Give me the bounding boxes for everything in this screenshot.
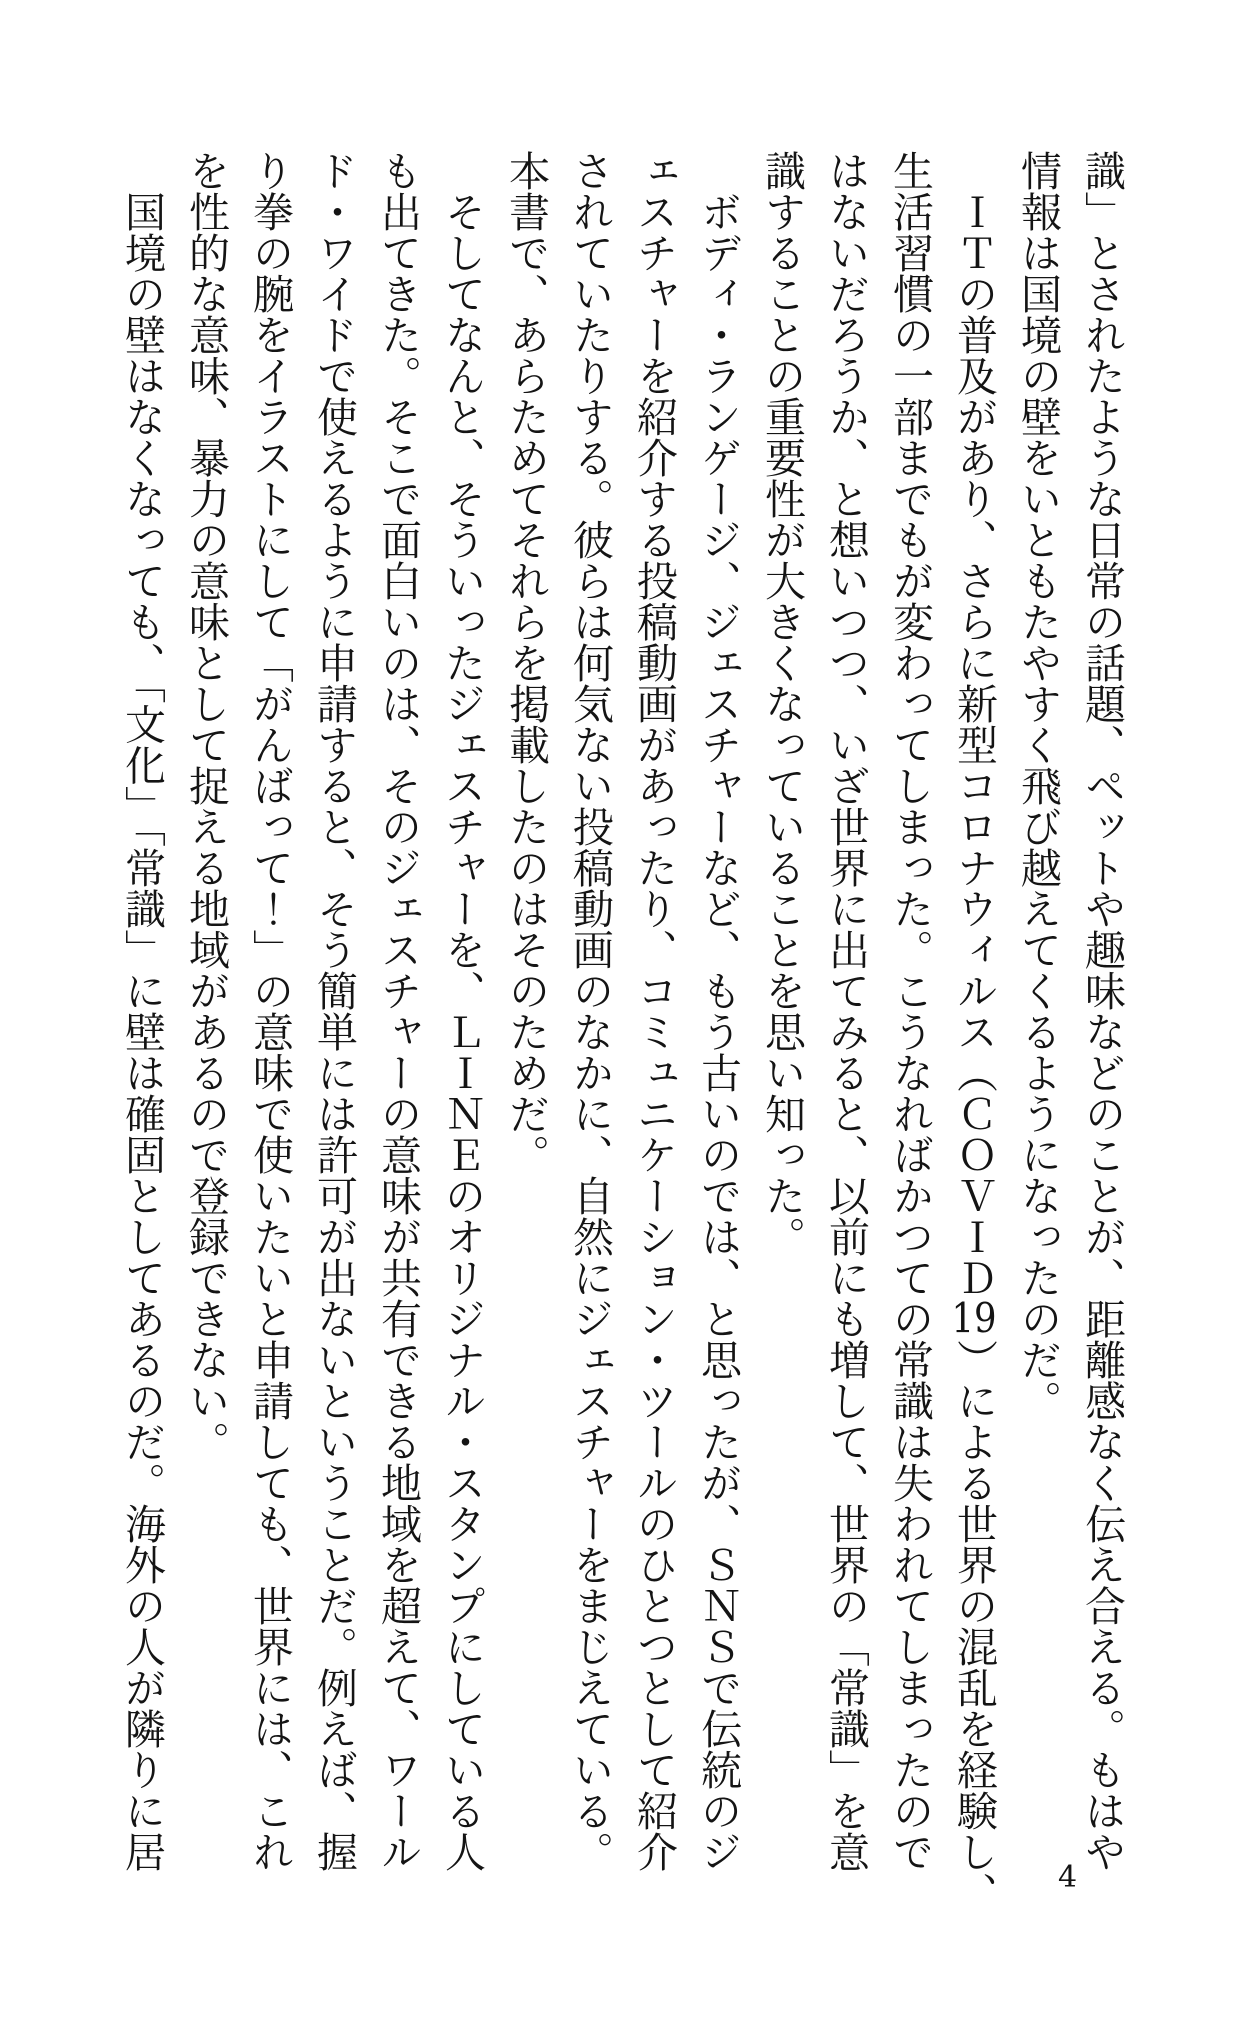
text-column-1: 識」とされたような日常の話題、ペットや趣味などのことが、距離感なく伝え合える。もはや: [1078, 150, 1126, 1872]
text-column-10: 本書で、あらためてそれらを掲載したのはそのためだ。: [502, 150, 550, 1175]
text-column-16: 国境の壁はなくなっても、「文化」「常識」に壁は確固としてあるのだ。海外の人が隣りに居: [118, 191, 166, 1872]
text-column-7: ボディ・ランゲージ、ジェスチャーなど、もう古いのでは、と思ったが、ＳＮＳで伝統のジ: [694, 191, 742, 1872]
text-column-14: り拳の腕をイラストにして「がんばって！」の意味で使いたいと申請しても、世界には、これ: [246, 150, 294, 1872]
body-text: [110, 150, 1134, 2030]
text-column-15: を性的な意味、暴力の意味として捉える地域があるので登録できない。: [182, 150, 230, 1462]
text-column-12: も出てきた。そこで面白いのは、そのジェスチャーの意味が共有できる地域を超えて、ワール: [374, 150, 422, 1872]
text-column-5: はないだろうか、と想いつつ、いざ世界に出てみると、以前にも増して、世界の「常識」を意: [822, 150, 870, 1872]
page-number: 4: [1058, 1860, 1078, 1895]
text-column-2: 情報は国境の壁をいともたやすく飛び越えてくるようになったのだ。: [1014, 150, 1062, 1421]
text-column-6: 識することの重要性が大きくなっていることを思い知った。: [758, 150, 806, 1257]
text-column-3: ＩＴの普及があり、さらに新型コロナウィルス（ＣＯＶＩＤ19）による世界の混乱を経験し、: [950, 191, 998, 1913]
text-column-8: ェスチャーを紹介する投稿動画があったり、コミュニケーション・ツールのひとつとして紹介: [630, 150, 678, 1872]
text-column-9: されていたりする。彼らは何気ない投稿動画のなかに、自然にジェスチャーをまじえている。: [566, 150, 614, 1872]
text-column-11: そしてなんと、そういったジェスチャーを、ＬＩＮＥのオリジナル・スタンプにしている人: [438, 191, 486, 1872]
text-column-13: ド・ワイドで使えるように申請すると、そう簡単には許可が出ないということだ。例えば、握: [310, 150, 358, 1872]
text-column-4: 生活習慣の一部までもが変わってしまった。こうなればかつての常識は失われてしまったので: [886, 150, 934, 1872]
